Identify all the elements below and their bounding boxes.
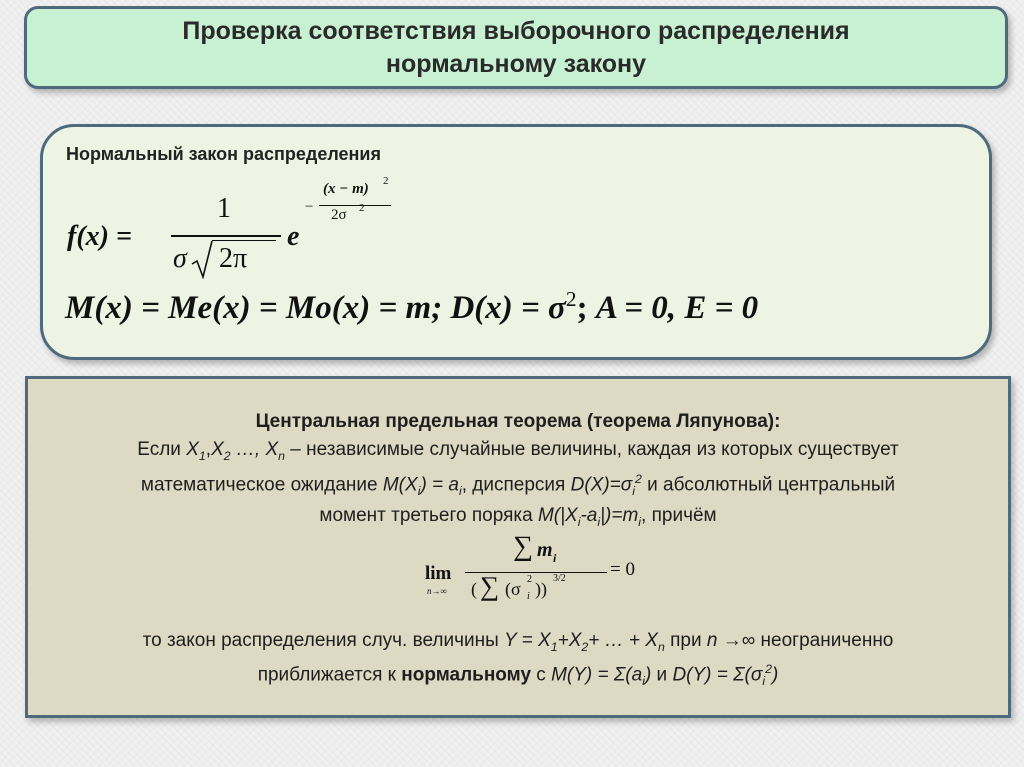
line1-xn: X: [265, 439, 279, 460]
line4-sub1: 1: [550, 639, 558, 654]
limit-equals-zero: = 0: [610, 559, 635, 580]
line4-rest: неограниченно: [755, 630, 894, 651]
line3-intro: момент третьего поряка: [319, 505, 538, 526]
num-m-sub: i: [553, 551, 557, 565]
pdf-lhs: f(x) =: [67, 221, 132, 252]
line4-plus1: +X: [557, 630, 582, 651]
sqrt-icon: [191, 239, 213, 279]
line2-sigma-sup: 2: [634, 472, 642, 486]
moments-skewness: A = 0,: [595, 290, 677, 326]
lim-label: lim: [425, 563, 452, 584]
line5-my-close: ): [644, 664, 652, 686]
moments-variance-power: 2: [565, 287, 577, 311]
moments-kurtosis: E = 0: [684, 290, 759, 326]
line1-sep2: …,: [230, 439, 266, 460]
pdf-exp-base: e: [287, 221, 300, 252]
line3-m: M(|X: [537, 505, 578, 526]
theorem-heading: [28, 411, 1008, 433]
den-sigma-sup: 2: [527, 574, 532, 585]
pdf-exp-fraction-line: [319, 205, 391, 206]
pdf-exp-numerator-power: 2: [383, 175, 389, 187]
line2-mx-sub: i: [417, 484, 421, 499]
normal-law-panel: [40, 124, 992, 360]
line3-a-sub: i: [597, 514, 601, 529]
line2-intro: математическое ожидание: [140, 474, 383, 496]
line4-n: n: [706, 630, 718, 651]
line5-my-sub: i: [642, 674, 645, 689]
den-sum-icon: ∑: [480, 571, 500, 601]
line3-end: |)=m: [600, 505, 639, 526]
theorem-line-2: [28, 472, 1008, 498]
line4-y: Y = X: [504, 630, 551, 651]
line5-my: M(Y) = Σ(a: [551, 664, 643, 686]
line2-mx-close: ) = a: [420, 474, 459, 496]
den-sigma: (σ: [505, 579, 521, 599]
line4-when: при: [664, 630, 707, 651]
pdf-numerator: 1: [217, 193, 231, 224]
pdf-exp-numerator: (x − m): [323, 181, 369, 197]
pdf-root-value: 2π: [219, 243, 248, 274]
pdf-exp-sign: −: [305, 199, 314, 215]
lim-under: n→∞: [427, 586, 447, 596]
num-sum-icon: ∑: [513, 531, 533, 562]
page-title-line-1: Проверка соответствия выборочного распределения: [182, 16, 850, 45]
line5-dy-sub: i: [762, 674, 766, 689]
den-open: (: [471, 579, 477, 599]
line2-dx: D(X)=σ: [570, 474, 633, 496]
line5-with: с: [531, 664, 552, 686]
pdf-exp-denominator: 2σ: [331, 207, 347, 223]
line1-rest: – независимые случайные величины, каждая из которых существует: [285, 439, 899, 460]
line3-tail: , причём: [641, 505, 717, 526]
line5-dy: D(Y) = Σ(σ: [672, 664, 763, 686]
pdf-fraction-line: [171, 235, 281, 237]
lyapunov-limit-formula: [425, 531, 645, 609]
theorem-line-4: [28, 630, 1008, 654]
page-title-line-2: нормальному закону: [385, 49, 647, 78]
moments-semicolon: ;: [576, 290, 588, 326]
line4-sub2: 2: [581, 639, 589, 654]
line2-rest: и абсолютный центральный: [641, 474, 896, 496]
line4-plus2: + … + X: [588, 630, 658, 651]
line1-x1-sub: 1: [198, 448, 206, 463]
line5-dy-close: ): [771, 664, 779, 686]
line5-and: и: [651, 664, 673, 686]
theorem-line-5: [28, 662, 1008, 688]
line5-dy-sup: 2: [765, 662, 772, 676]
line1-x2: X: [211, 439, 224, 460]
theorem-line-1: [28, 439, 1008, 463]
title-banner: [24, 6, 1008, 89]
pdf-exp-denominator-power: 2: [359, 202, 365, 214]
line3-x-sub: i: [577, 514, 581, 529]
line1-x2-sub: 2: [223, 448, 231, 463]
line5-intro: приближается к: [257, 664, 402, 686]
arrow-infinity-icon: →∞: [717, 630, 756, 651]
sqrt-bar: [212, 240, 276, 241]
line1-xn-sub: n: [278, 448, 286, 463]
theorem-panel: [25, 376, 1011, 718]
line1-intro: Если: [137, 439, 187, 460]
line1-x1: X: [186, 439, 199, 460]
line4-intro: то закон распределения случ. величины: [142, 630, 505, 651]
line4-subn: n: [657, 639, 665, 654]
theorem-line-3: [28, 505, 1008, 529]
pdf-sigma: σ: [173, 243, 187, 274]
moments-variance: D(x) = σ: [450, 290, 566, 326]
normal-law-heading: Нормальный закон распределения: [66, 144, 381, 164]
den-power: 3/2: [553, 573, 566, 584]
den-close: )): [535, 579, 547, 599]
line5-normal-bold: нормальному: [401, 664, 532, 686]
line2-a-sub: i: [459, 484, 462, 499]
num-m: m: [537, 539, 553, 561]
theorem-heading-text: Центральная предельная теорема (теорема Ляпунова):: [255, 411, 781, 432]
line2-sigma-sub: i: [632, 484, 635, 499]
line3-mid: -a: [580, 505, 598, 526]
line1-sep1: ,: [205, 439, 212, 460]
line2-mx: M(X: [382, 474, 418, 496]
moments-means: M(x) = Me(x) = Mo(x) = m;: [65, 290, 443, 326]
line2-dispersion-label: , дисперсия: [461, 474, 571, 496]
line3-m-sub: i: [638, 514, 642, 529]
moments-formula: [65, 287, 758, 327]
den-sigma-sub: i: [527, 591, 530, 602]
